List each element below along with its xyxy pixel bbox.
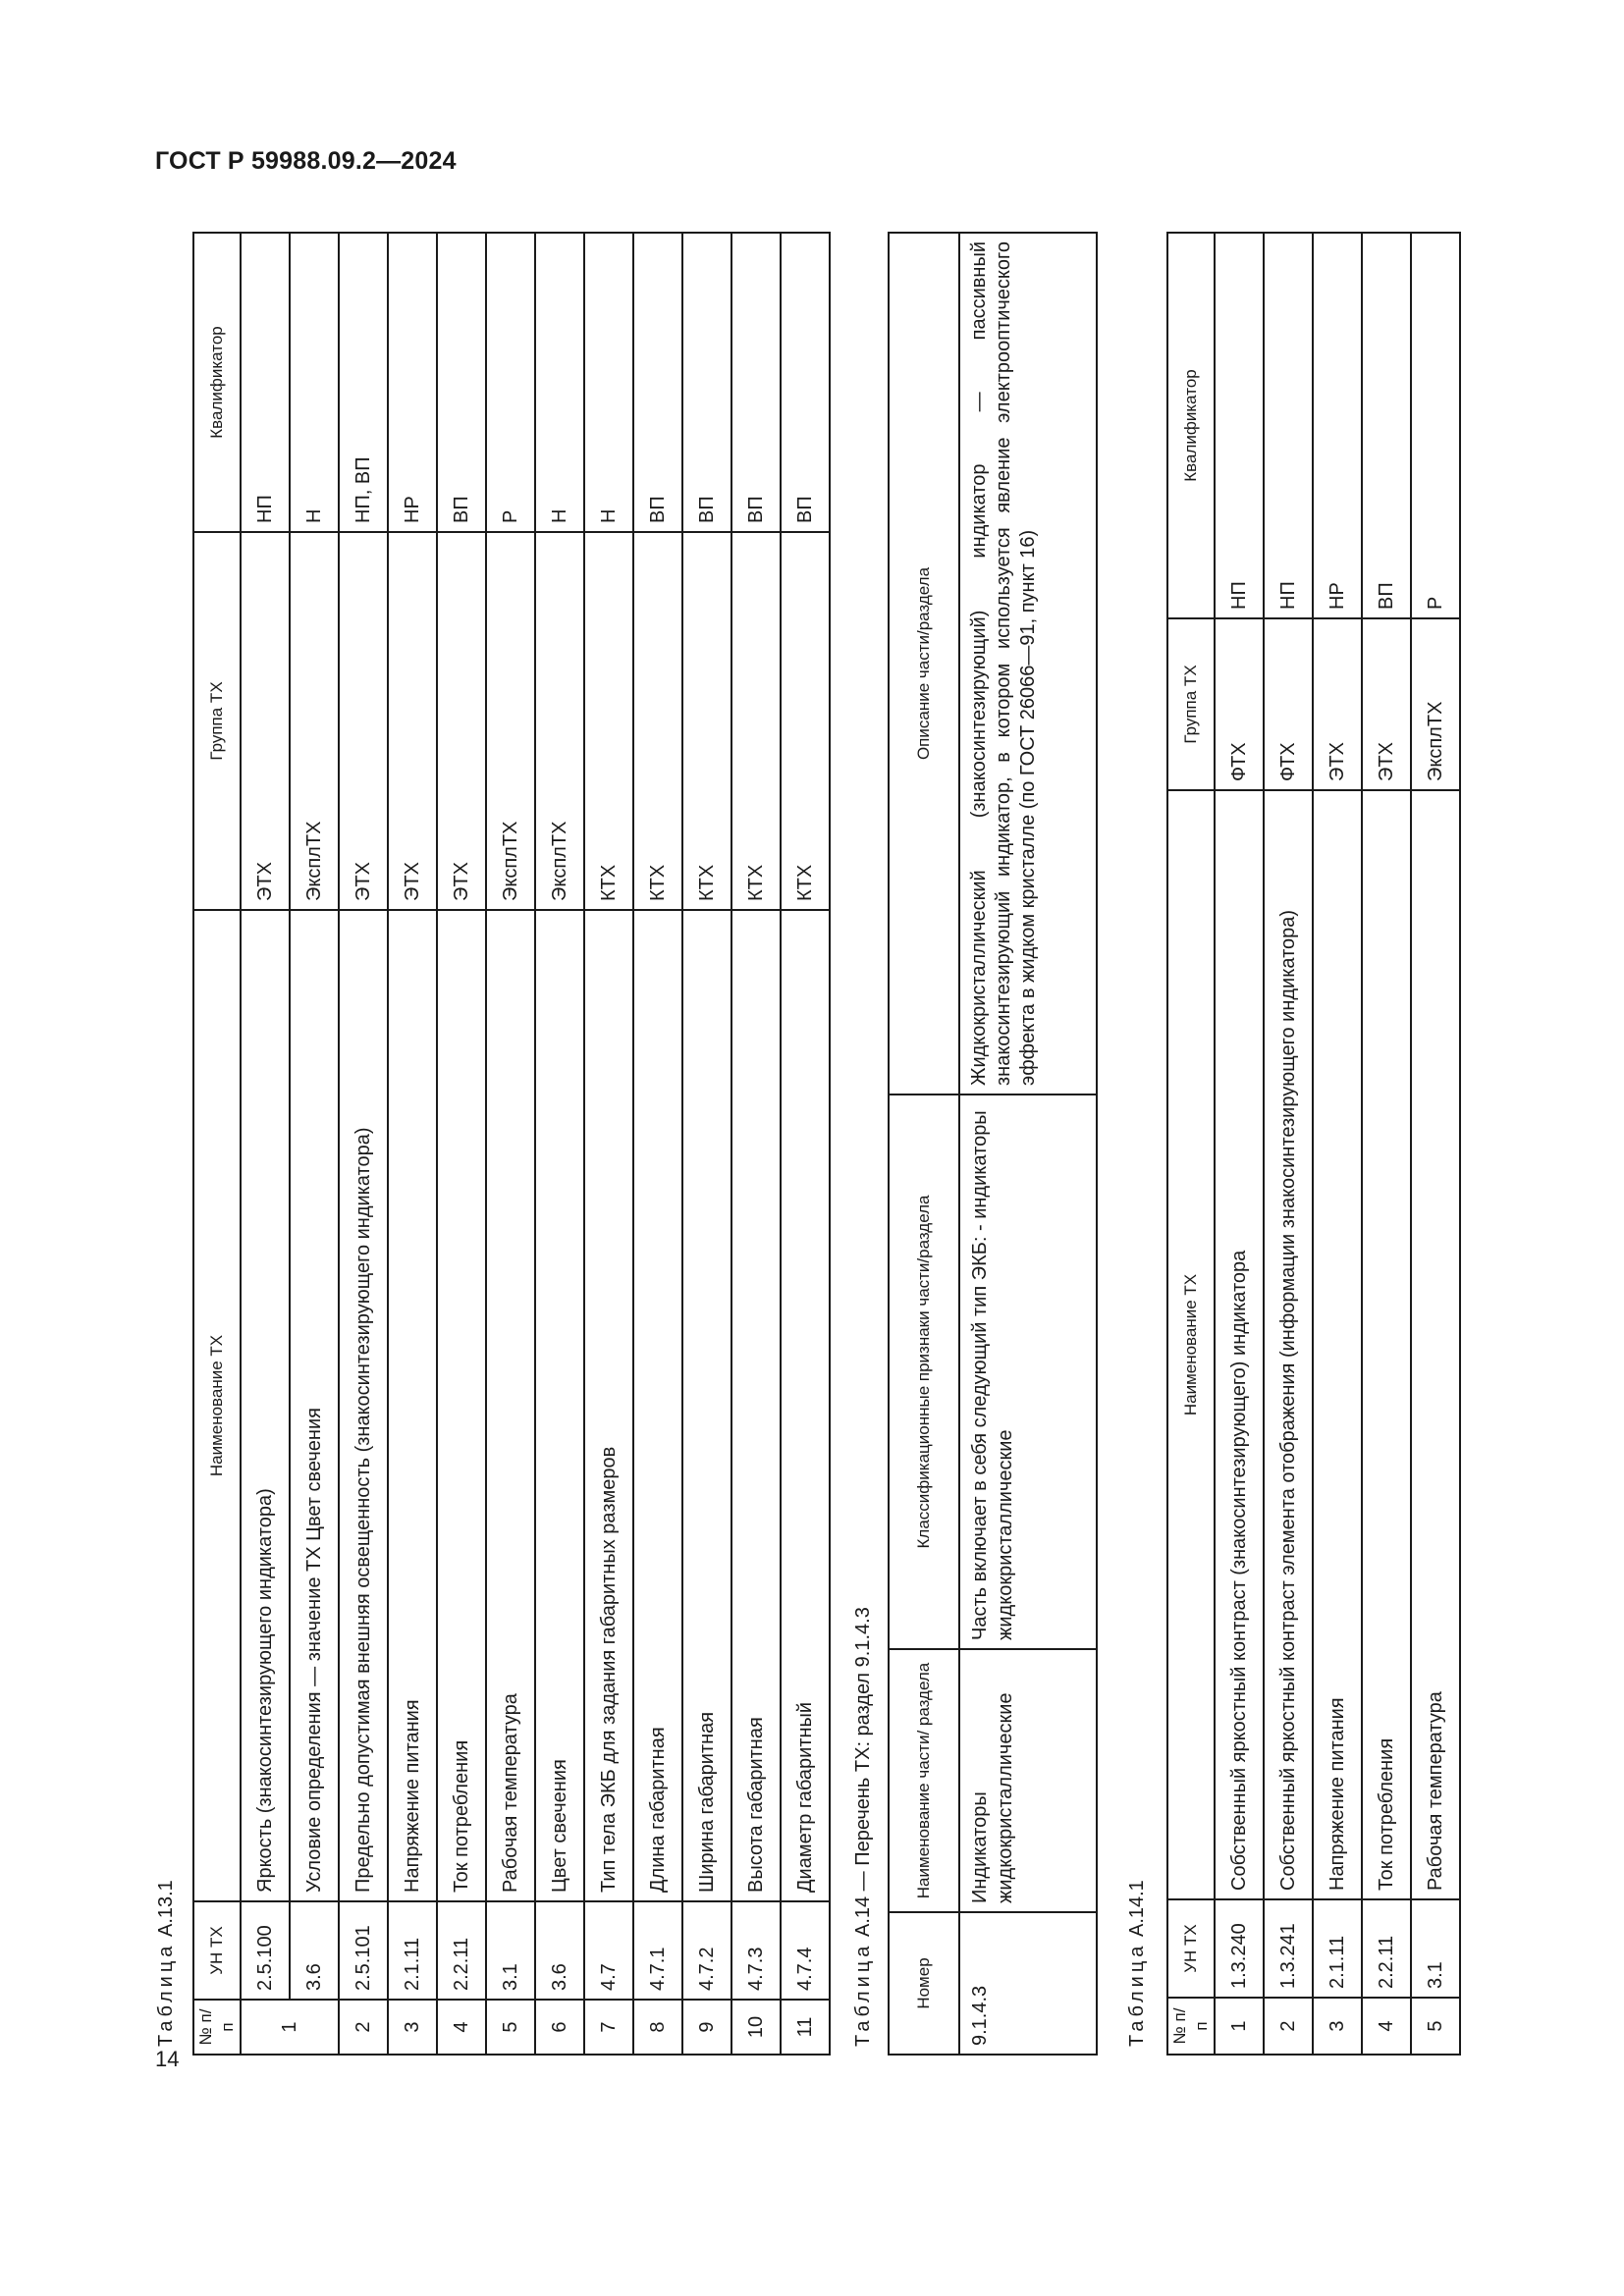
row-name: Яркость (знакосинтезирующего индикатора) — [241, 910, 290, 1901]
table-row — [241, 233, 290, 2055]
table-header-row — [193, 233, 241, 2055]
row-qualifier: ВП — [731, 233, 781, 532]
row-group: ЭксплТХ — [1411, 618, 1460, 790]
table-row — [339, 233, 388, 2055]
row-number: 2 — [339, 2000, 388, 2055]
row-name: Ток потребления — [437, 910, 486, 1901]
row-number: 4 — [1362, 1998, 1411, 2055]
table-a13-1 — [192, 232, 831, 2056]
table-a14-1-caption-number: А.14.1 — [1126, 1880, 1148, 1938]
row-qualifier: ВП — [781, 233, 830, 532]
row-features: Часть включает в себя следующий тип ЭКБ: - индикаторы жидкокристаллические — [959, 1095, 1097, 1649]
row-code: 2.2.11 — [1362, 1899, 1411, 1998]
row-qualifier: НР — [388, 233, 437, 532]
row-code: 2.5.100 — [241, 1901, 290, 2000]
row-group: ФТХ — [1215, 618, 1264, 790]
row-name: Собственный яркостный контраст (знакосинтезирующего) индикатора — [1215, 790, 1264, 1899]
row-group: ЭТХ — [1313, 618, 1362, 790]
row-number: 5 — [486, 2000, 535, 2055]
row-number: 5 — [1411, 1998, 1460, 2055]
row-name: Напряжение питания — [1313, 790, 1362, 1899]
row-number: 6 — [535, 2000, 584, 2055]
column-header-number: № п/п — [1167, 1998, 1215, 2055]
row-code: 1.3.241 — [1264, 1899, 1313, 1998]
row-name: Ширина габаритная — [682, 910, 731, 1901]
column-header-group: Группа ТХ — [193, 532, 241, 910]
table-row — [1215, 233, 1264, 2055]
row-name: Предельно допустимая внешняя освещенность (знакосинтезирующего индикатора) — [339, 910, 388, 1901]
row-qualifier: ВП — [682, 233, 731, 532]
column-header-code: УН ТХ — [1167, 1899, 1215, 1998]
row-code: 4.7.2 — [682, 1901, 731, 2000]
column-header-name: Наименование ТХ — [193, 910, 241, 1901]
table-row — [682, 233, 731, 2055]
column-header-qualifier: Квалификатор — [1167, 233, 1215, 618]
column-header-number: № п/п — [193, 2000, 241, 2055]
row-number: 9 — [682, 2000, 731, 2055]
row-code: 3.6 — [535, 1901, 584, 2000]
row-group: ЭТХ — [241, 532, 290, 910]
table-a14-caption-rest: А.14 — Перечень ТХ: раздел 9.1.4.3 — [852, 1607, 874, 1938]
row-code: 3.1 — [1411, 1899, 1460, 1998]
table-row — [584, 233, 633, 2055]
row-code: 2.2.11 — [437, 1901, 486, 2000]
table-a13-1-caption — [155, 1880, 178, 2047]
row-qualifier: ВП — [437, 233, 486, 532]
row-name: Высота габаритная — [731, 910, 781, 1901]
table-a13-1-caption-prefix: Таблица — [155, 1942, 177, 2047]
table-a14-1-caption — [1126, 1880, 1149, 2047]
row-group: КТХ — [731, 532, 781, 910]
table-row — [486, 233, 535, 2055]
row-code: 4.7.3 — [731, 1901, 781, 2000]
row-group: ЭТХ — [339, 532, 388, 910]
row-code: 4.7.4 — [781, 1901, 830, 2000]
row-group: ФТХ — [1264, 618, 1313, 790]
table-a14-1 — [1166, 232, 1461, 2056]
row-name: Напряжение питания — [388, 910, 437, 1901]
row-group: КТХ — [682, 532, 731, 910]
row-number: 7 — [584, 2000, 633, 2055]
row-qualifier: Р — [1411, 233, 1460, 618]
row-qualifier: НП — [1264, 233, 1313, 618]
column-header-qualifier: Квалификатор — [193, 233, 241, 532]
row-qualifier: Н — [290, 233, 339, 532]
row-qualifier: Р — [486, 233, 535, 532]
row-name: Условие определения — значение ТХ Цвет свечения — [290, 910, 339, 1901]
row-name: Рабочая температура — [1411, 790, 1460, 1899]
table-a14-caption — [852, 1607, 875, 2047]
row-qualifier: Н — [535, 233, 584, 532]
row-group: ЭТХ — [388, 532, 437, 910]
row-group: КТХ — [584, 532, 633, 910]
row-group: КТХ — [633, 532, 682, 910]
row-group: ЭксплТХ — [290, 532, 339, 910]
table-a14-caption-prefix: Таблица — [852, 1942, 874, 2047]
row-name: Рабочая температура — [486, 910, 535, 1901]
row-qualifier: НП — [241, 233, 290, 532]
row-number: 1 — [241, 2000, 339, 2055]
column-header-section-name: Наименование части/ раздела — [889, 1649, 959, 1912]
row-number: 2 — [1264, 1998, 1313, 2055]
row-code: 2.1.11 — [388, 1901, 437, 2000]
row-qualifier: НР — [1313, 233, 1362, 618]
column-header-features: Классификационные признаки части/раздела — [889, 1095, 959, 1649]
row-group: КТХ — [781, 532, 830, 910]
row-code: 3.6 — [290, 1901, 339, 2000]
row-code: 3.1 — [486, 1901, 535, 2000]
page-number: 14 — [155, 2047, 180, 2071]
table-row — [535, 233, 584, 2055]
column-header-code: УН ТХ — [193, 1901, 241, 2000]
row-group: ЭксплТХ — [535, 532, 584, 910]
row-name: Длина габаритная — [633, 910, 682, 1901]
table-row — [1411, 233, 1460, 2055]
table-row — [781, 233, 830, 2055]
row-qualifier: ВП — [633, 233, 682, 532]
row-qualifier: НП — [1215, 233, 1264, 618]
table-row — [388, 233, 437, 2055]
row-qualifier: ВП — [1362, 233, 1411, 618]
row-code: 4.7 — [584, 1901, 633, 2000]
table-row — [633, 233, 682, 2055]
table-header-row — [1167, 233, 1215, 2055]
row-number: 8 — [633, 2000, 682, 2055]
row-qualifier: Н — [584, 233, 633, 532]
table-a14-wrapper — [888, 232, 1098, 2056]
row-name: Тип тела ЭКБ для задания габаритных размеров — [584, 910, 633, 1901]
row-code: 4.7.1 — [633, 1901, 682, 2000]
row-group: ЭТХ — [437, 532, 486, 910]
row-number: 3 — [1313, 1998, 1362, 2055]
table-row — [1362, 233, 1411, 2055]
table-row — [1313, 233, 1362, 2055]
table-row — [731, 233, 781, 2055]
row-number: 3 — [388, 2000, 437, 2055]
column-header-description: Описание части/раздела — [889, 233, 959, 1095]
document-title: ГОСТ Р 59988.09.2—2024 — [155, 147, 457, 175]
row-description: Жидкокристаллический (знакосинтезирующий) индикатор — пассивный знакосинтезирующий индикатор, в котором используется явление электрооптического эффекта в жидком кристалле (по ГОСТ 26066—91, пункт 16) — [959, 233, 1097, 1095]
row-code: 2.1.11 — [1313, 1899, 1362, 1998]
row-number: 11 — [781, 2000, 830, 2055]
row-number: 9.1.4.3 — [959, 1912, 1097, 2055]
table-a13-1-wrapper — [192, 232, 831, 2056]
table-a14-1-caption-prefix: Таблица — [1126, 1942, 1148, 2047]
table-row — [437, 233, 486, 2055]
row-name: Цвет свечения — [535, 910, 584, 1901]
row-section-name: Индикаторы жидкокристаллические — [959, 1649, 1097, 1912]
column-header-name: Наименование ТХ — [1167, 790, 1215, 1899]
column-header-group: Группа ТХ — [1167, 618, 1215, 790]
row-group: ЭксплТХ — [486, 532, 535, 910]
row-code: 1.3.240 — [1215, 1899, 1264, 1998]
table-a14-1-wrapper — [1166, 232, 1461, 2056]
table-row — [1264, 233, 1313, 2055]
row-name: Собственный яркостный контраст элемента отображения (информации знакосинтезирующего индикатора) — [1264, 790, 1313, 1899]
row-code: 2.5.101 — [339, 1901, 388, 2000]
row-name: Диаметр габаритный — [781, 910, 830, 1901]
table-a14 — [888, 232, 1098, 2056]
table-header-row — [889, 233, 959, 2055]
row-name: Ток потребления — [1362, 790, 1411, 1899]
row-number: 1 — [1215, 1998, 1264, 2055]
table-a13-1-caption-number: А.13.1 — [155, 1880, 177, 1938]
table-row — [290, 233, 339, 2055]
row-group: ЭТХ — [1362, 618, 1411, 790]
row-number: 10 — [731, 2000, 781, 2055]
row-number: 4 — [437, 2000, 486, 2055]
table-row — [959, 233, 1097, 2055]
row-qualifier: НП, ВП — [339, 233, 388, 532]
column-header-number: Номер — [889, 1912, 959, 2055]
